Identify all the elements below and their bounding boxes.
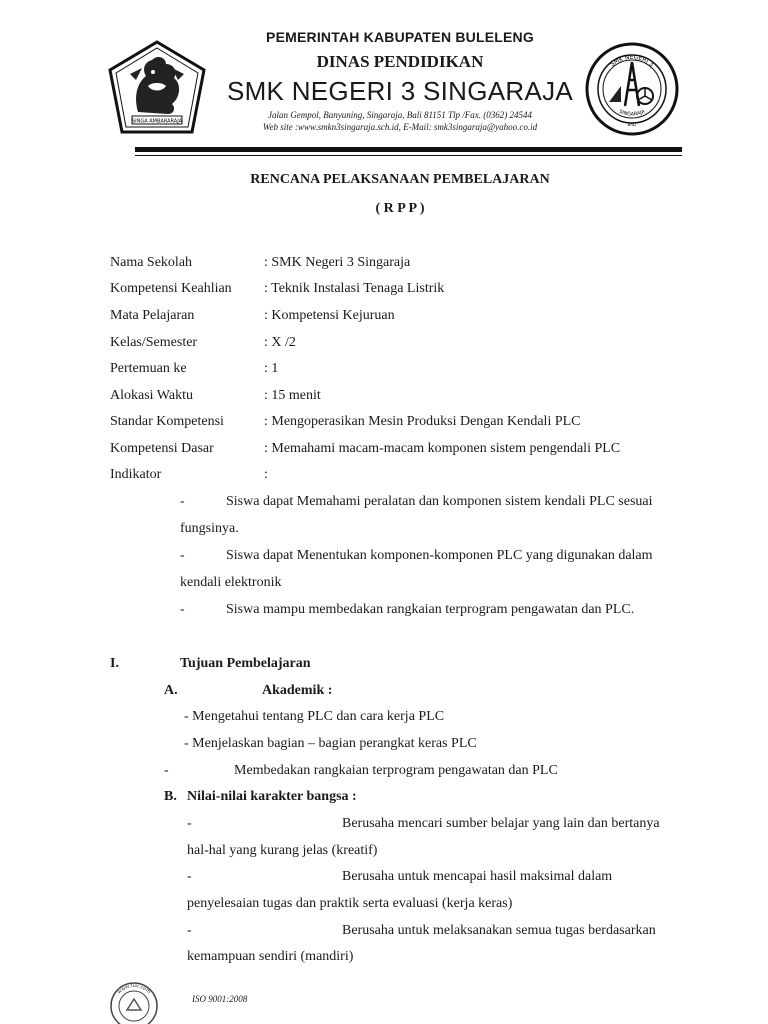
list-dash: - [187,923,192,938]
subsection-label: A. [164,683,178,698]
tuv-certification-icon [108,980,160,1024]
header-divider-thick [135,147,682,152]
list-item-line: penyelesaian tugas dan praktik serta evaluasi (kerja keras) [187,896,513,911]
subsection-title: Akademik : [262,683,333,698]
list-item: - Menjelaskan bagian – bagian perangkat keras PLC [184,736,477,751]
info-label: Kompetensi Dasar [110,441,214,456]
info-label: Indikator [110,467,162,482]
list-dash: - [180,548,185,563]
list-item-line: Berusaha mencari sumber belajar yang lain dan bertanya [342,816,660,831]
list-item-line: hal-hal yang kurang jelas (kreatif) [187,843,378,858]
info-value: : Memahami macam-macam komponen sistem pengendali PLC [264,441,621,456]
info-value: : X /2 [264,335,296,350]
info-label: Nama Sekolah [110,255,193,270]
info-value: : Teknik Instalasi Tenaga Listrik [264,281,445,296]
svg-text:www.tuv.com [116,983,151,995]
list-dash: - [187,869,192,884]
logo-left-caption: SINGA AMBARARAJA [131,118,183,125]
info-label: Pertemuan ke [110,361,187,376]
list-item: Membedakan rangkaian terprogram pengawatan dan PLC [234,763,558,778]
header-government: PEMERINTAH KABUPATEN BULELENG [266,29,534,45]
list-item-line: kemampuan sendiri (mandiri) [187,949,354,964]
info-value: : Kompetensi Kejuruan [264,308,395,323]
section-number: I. [110,656,119,671]
info-label: Mata Pelajaran [110,308,195,323]
tuv-logo-text: www.tuv.com [116,982,152,996]
indikator-item-line: Siswa dapat Memahami peralatan dan komponen sistem kendali PLC sesuai [226,494,653,509]
info-label: Alokasi Waktu [110,388,193,403]
list-dash: - [180,494,185,509]
list-dash: - [180,602,185,617]
info-label: Kompetensi Keahlian [110,281,232,296]
info-value: : [264,467,268,482]
list-item: - Mengetahui tentang PLC dan cara kerja PLC [184,709,445,724]
document-subtitle: ( R P P ) [375,201,425,216]
indikator-item-line: kendali elektronik [180,575,282,590]
info-label: Standar Kompetensi [110,414,224,429]
header-divider-thin [135,155,682,156]
header-address: Jalan Gempol, Banyuning, Singaraja, Bali 81151 Tlp /Fax. (0362) 24544 [267,110,533,120]
list-item-line: Berusaha untuk melaksanakan semua tugas berdasarkan [342,923,656,938]
indikator-item-line: Siswa dapat Menentukan komponen-komponen PLC yang digunakan dalam [226,548,653,563]
section-title: Tujuan Pembelajaran [180,656,311,671]
indikator-item-line: fungsinya. [180,521,239,536]
buleleng-emblem-icon [108,40,206,138]
subsection-label: B. [164,789,177,804]
info-value: : 1 [264,361,279,376]
school-emblem-icon [585,40,679,138]
info-value: : 15 menit [264,388,321,403]
iso-certification-text: ISO 9001:2008 [192,994,248,1004]
logo-right-small-text: BALI [627,122,637,127]
info-value: : Mengoperasikan Mesin Produksi Dengan Kendali PLC [264,414,581,429]
list-dash: - [187,816,192,831]
list-item-line: Berusaha untuk mencapai hasil maksimal dalam [342,869,613,884]
logo-right-top-text: SMK NEGERI 3 [609,53,655,69]
list-dash: - [164,763,169,778]
info-value: : SMK Negeri 3 Singaraja [264,255,411,270]
indikator-item-line: Siswa mampu membedakan rangkaian terprogram pengawatan dan PLC. [226,602,635,617]
header-website: Web site :www.smkn3singaraja.sch.id, E-Mail: smk3singaraja@yahoo.co.id [262,122,538,132]
header-school-name: SMK NEGERI 3 SINGARAJA [226,76,574,106]
document-title: RENCANA PELAKSANAAN PEMBELAJARAN [250,172,550,187]
subsection-title: Nilai-nilai karakter bangsa : [187,789,357,804]
logo-right-bottom-text: SINGARAJA [618,108,646,118]
info-label: Kelas/Semester [110,335,198,350]
header-department: DINAS PENDIDIKAN [316,52,484,71]
